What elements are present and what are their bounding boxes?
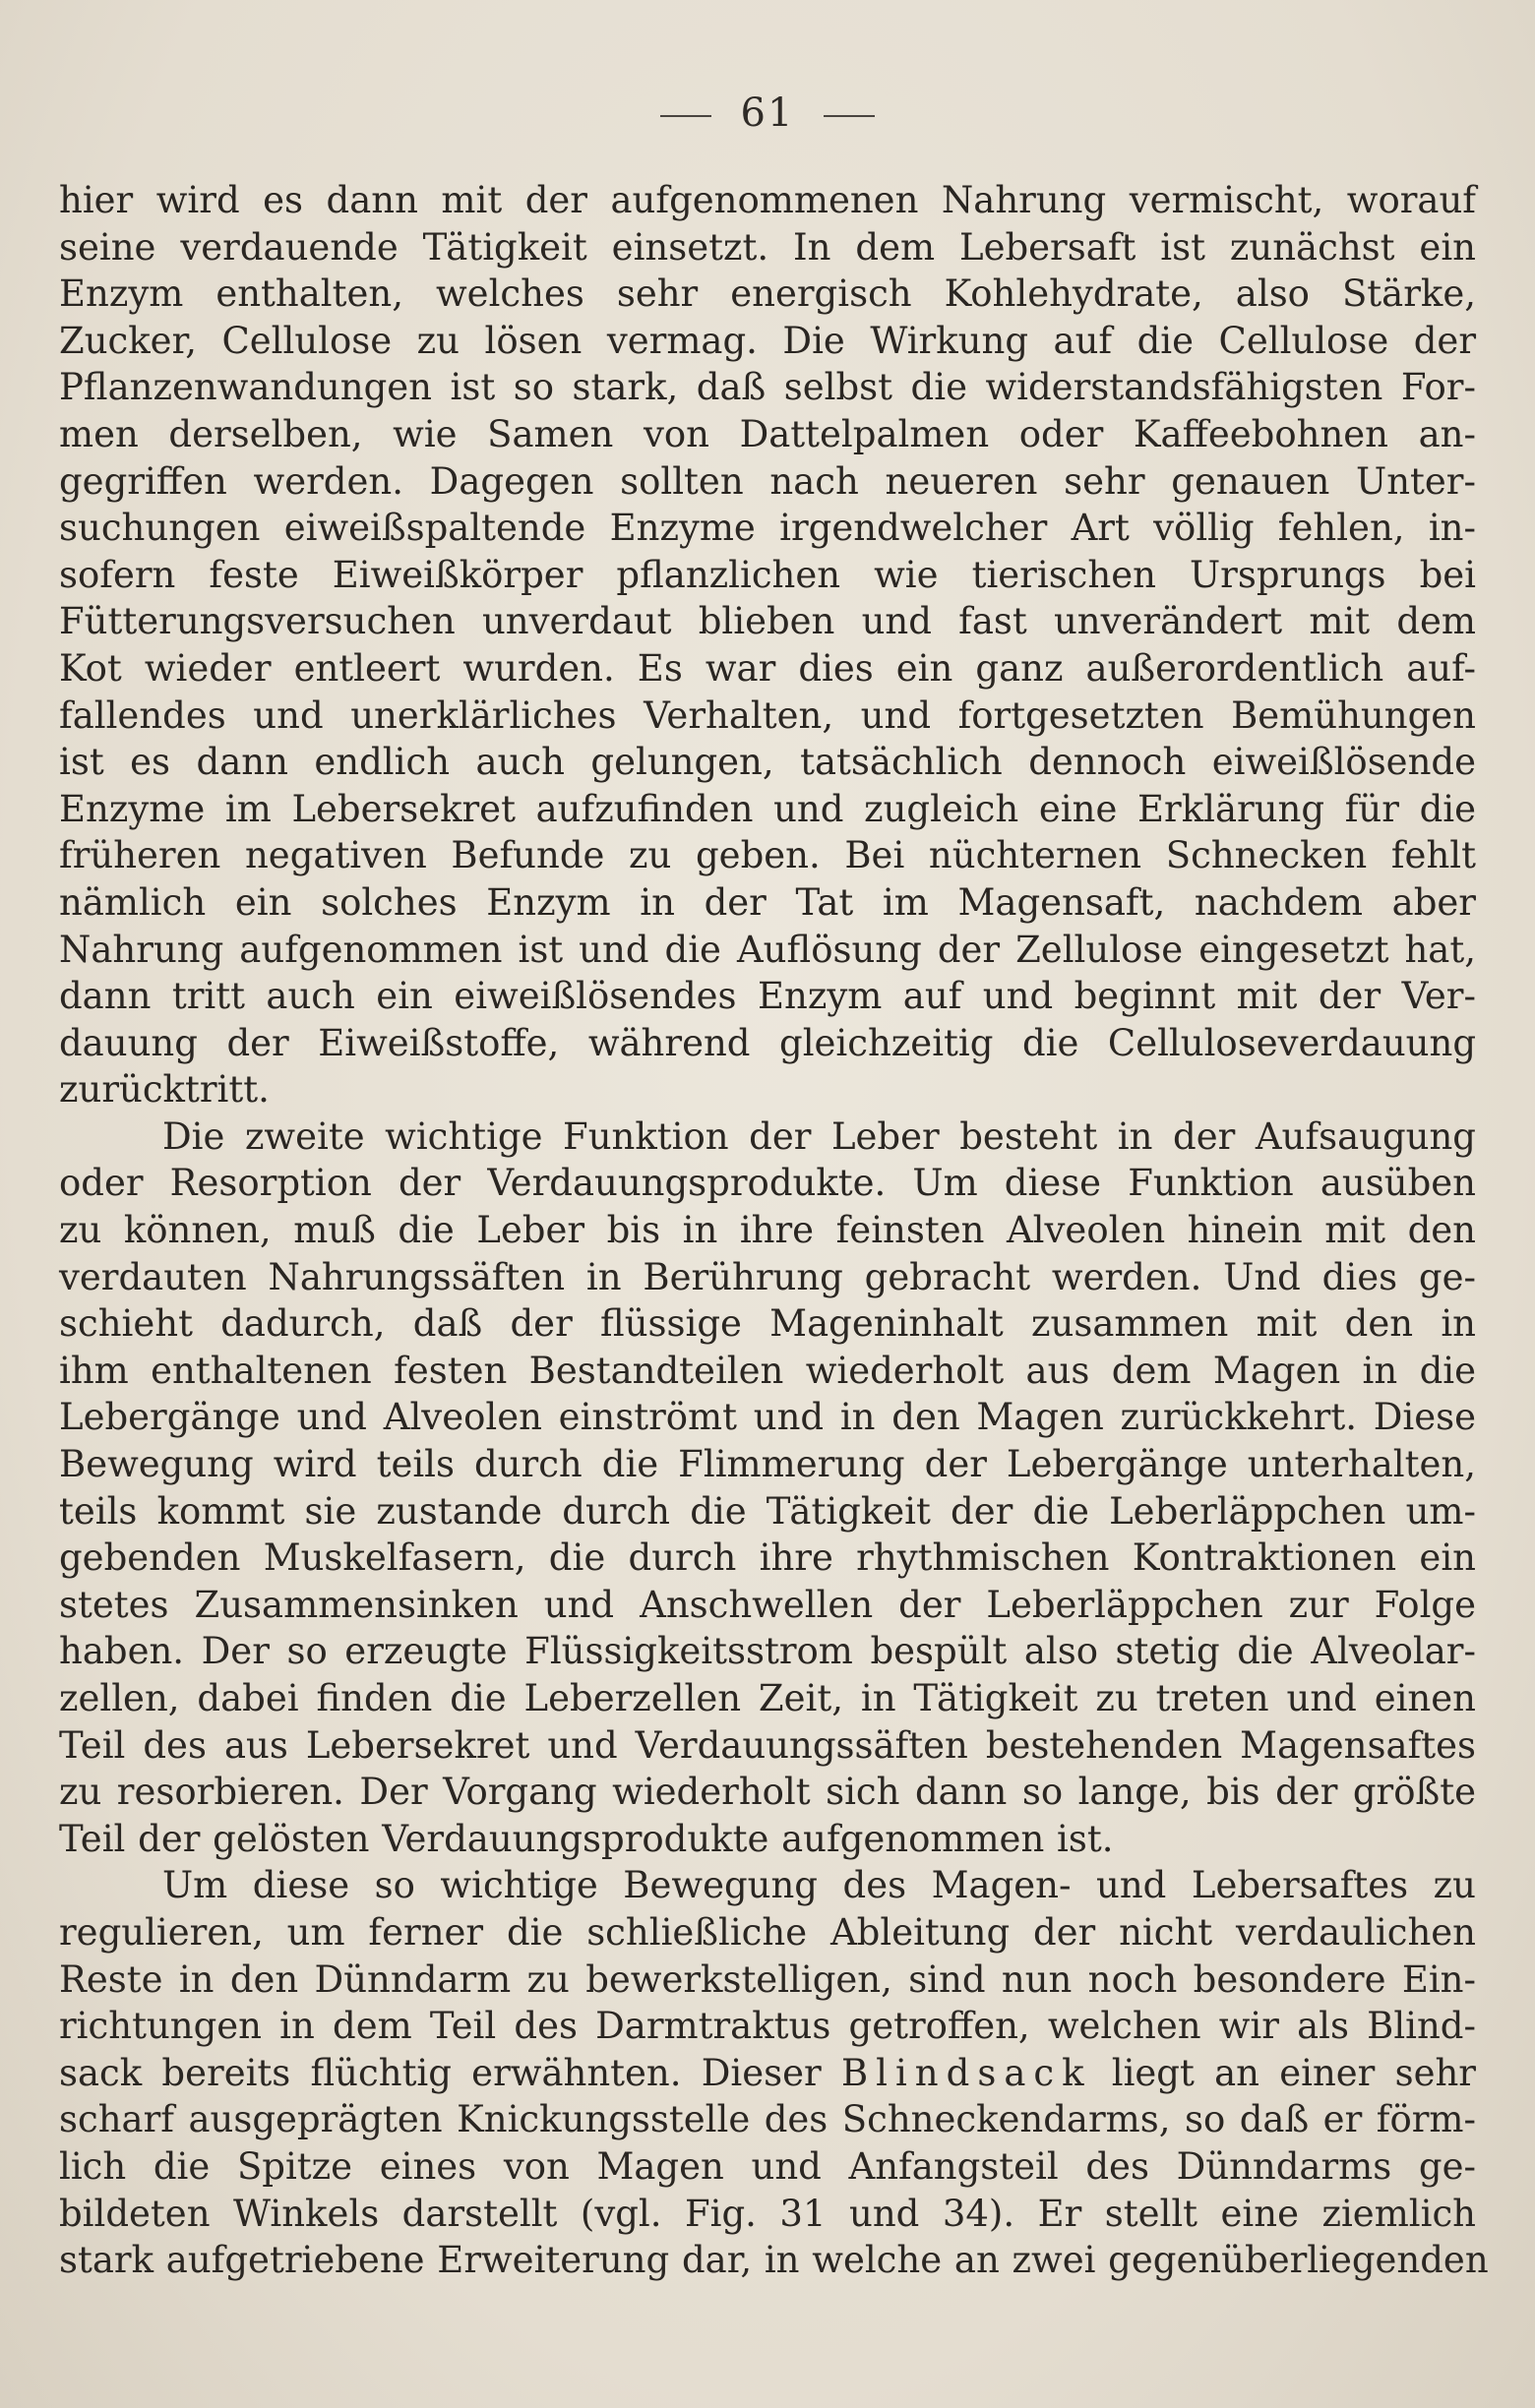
text-line: teils kommt sie zustande durch die Tätigkeit der die Leberläppchen um- <box>59 1489 1476 1533</box>
text-line: Pflanzenwandungen ist so stark, daß selbst die widerstandsfähigsten For- <box>59 366 1476 409</box>
text-line: lich die Spitze eines von Magen und Anfangsteil des Dünndarms ge- <box>59 2144 1476 2188</box>
text-line: men derselben, wie Samen von Dattelpalmen oder Kaffeebohnen an- <box>59 412 1476 455</box>
text-line: zu resorbieren. Der Vorgang wiederholt sich dann so lange, bis der größte <box>59 1771 1476 1814</box>
text-line: gebenden Muskelfasern, die durch ihre rhythmischen Kontraktionen ein <box>59 1536 1476 1580</box>
paragraph-3 <box>59 1862 1489 2283</box>
text-line: Fütterungsversuchen unverdaut blieben und fast unverändert mit dem <box>59 600 1476 643</box>
body-text <box>59 177 1489 2284</box>
text-line: verdauten Nahrungssäften in Berührung gebracht werden. Und dies ge- <box>59 1255 1476 1298</box>
text-line: Teil des aus Lebersekret und Verdauungssäften bestehenden Magensaftes <box>59 1723 1476 1767</box>
text-line: stark aufgetriebene Erweiterung dar, in welche an zwei gegenüberliegenden <box>59 2239 1489 2282</box>
text-line: Um diese so wichtige Bewegung des Magen- und Lebersaftes zu <box>162 1864 1476 1907</box>
text-line: Enzym enthalten, welches sehr energisch Kohlehydrate, also Stärke, <box>59 272 1476 316</box>
text-segment: liegt an einer sehr <box>1091 2051 1476 2094</box>
text-line: sofern feste Eiweißkörper pflanzlichen wie tierischen Ursprungs bei <box>59 553 1476 596</box>
text-line: oder Resorption der Verdauungsprodukte. Um diese Funktion ausüben <box>59 1162 1476 1205</box>
text-line: Die zweite wichtige Funktion der Leber besteht in der Aufsaugung <box>162 1114 1476 1158</box>
text-line: regulieren, um ferner die schließliche Ableitung der nicht verdaulichen <box>59 1910 1476 1954</box>
text-line: suchungen eiweißspaltende Enzyme irgendwelcher Art völlig fehlen, in- <box>59 507 1476 550</box>
text-line: haben. Der so erzeugte Flüssigkeitsstrom bespült also stetig die Alveolar- <box>59 1630 1476 1673</box>
text-line: Reste in den Dünndarm zu bewerkstelligen, sind nun noch besondere Ein- <box>59 1957 1476 2001</box>
text-line: hier wird es dann mit der aufgenommenen Nahrung vermischt, worauf <box>59 179 1476 221</box>
paragraph-2 <box>59 1114 1476 1863</box>
text-line: ist es dann endlich auch gelungen, tatsächlich dennoch eiweißlösende <box>59 741 1476 784</box>
text-line: nämlich ein solches Enzym in der Tat im Magensaft, nachdem aber <box>59 880 1476 924</box>
spaced-emphasis-word: Blindsack <box>840 2051 1092 2094</box>
text-line: dauung der Eiweißstoffe, während gleichzeitig die Celluloseverdauung <box>59 1021 1476 1064</box>
text-line: dann tritt auch ein eiweißlösendes Enzym auf und beginnt mit der Ver- <box>59 975 1476 1018</box>
text-line: früheren negativen Befunde zu geben. Bei nüchternen Schnecken fehlt <box>59 834 1476 877</box>
text-line: Nahrung aufgenommen ist und die Auflösung der Zellulose eingesetzt hat, <box>59 928 1476 971</box>
text-line: scharf ausgeprägten Knickungsstelle des Schneckendarms, so daß er förm- <box>59 2098 1476 2141</box>
text-line: zellen, dabei finden die Leberzellen Zeit, in Tätigkeit zu treten und einen <box>59 1677 1476 1719</box>
text-line: Enzyme im Lebersekret aufzufinden und zugleich eine Erklärung für die <box>59 787 1476 830</box>
text-line: richtungen in dem Teil des Darmtraktus getroffen, welchen wir als Blind- <box>59 2005 1476 2048</box>
text-segment: sack bereits flüchtig erwähnten. Dieser <box>59 2051 841 2094</box>
text-line: Bewegung wird teils durch die Flimmerung der Lebergänge unterhalten, <box>59 1443 1476 1486</box>
text-line: zurücktritt. <box>59 1068 270 1112</box>
text-line: Lebergänge und Alveolen einströmt und in den Magen zurückkehrt. Diese <box>59 1396 1476 1439</box>
page-number-header <box>0 90 1535 136</box>
header-dash-right <box>824 115 875 117</box>
text-line-with-spaced-word <box>59 2050 1476 2097</box>
text-line: zu können, muß die Leber bis in ihre feinsten Alveolen hinein mit den <box>59 1209 1476 1252</box>
text-line: seine verdauende Tätigkeit einsetzt. In dem Lebersaft ist zunächst ein <box>59 225 1476 269</box>
text-line: fallendes und unerklärliches Verhalten, und fortgesetzten Bemühungen <box>59 693 1476 737</box>
text-line: ihm enthaltenen festen Bestandteilen wiederholt aus dem Magen in die <box>59 1349 1476 1392</box>
text-line: bildeten Winkels darstellt (vgl. Fig. 31 und 34). Er stellt eine ziemlich <box>59 2192 1476 2235</box>
header-dash-left <box>660 115 711 117</box>
text-line: Zucker, Cellulose zu lösen vermag. Die Wirkung auf die Cellulose der <box>59 319 1476 362</box>
text-line: stetes Zusammensinken und Anschwellen der Leberläppchen zur Folge <box>59 1583 1476 1626</box>
paragraph-1 <box>59 177 1476 1114</box>
text-line: schieht dadurch, daß der flüssige Mageninhalt zusammen mit den in <box>59 1302 1476 1346</box>
text-line: Kot wieder entleert wurden. Es war dies ein ganz außerordentlich auf- <box>59 646 1476 690</box>
text-line: Teil der gelösten Verdauungsprodukte aufgenommen ist. <box>59 1817 1114 1860</box>
text-line: gegriffen werden. Dagegen sollten nach neueren sehr genauen Unter- <box>59 459 1476 503</box>
page-number: 61 <box>740 90 795 136</box>
